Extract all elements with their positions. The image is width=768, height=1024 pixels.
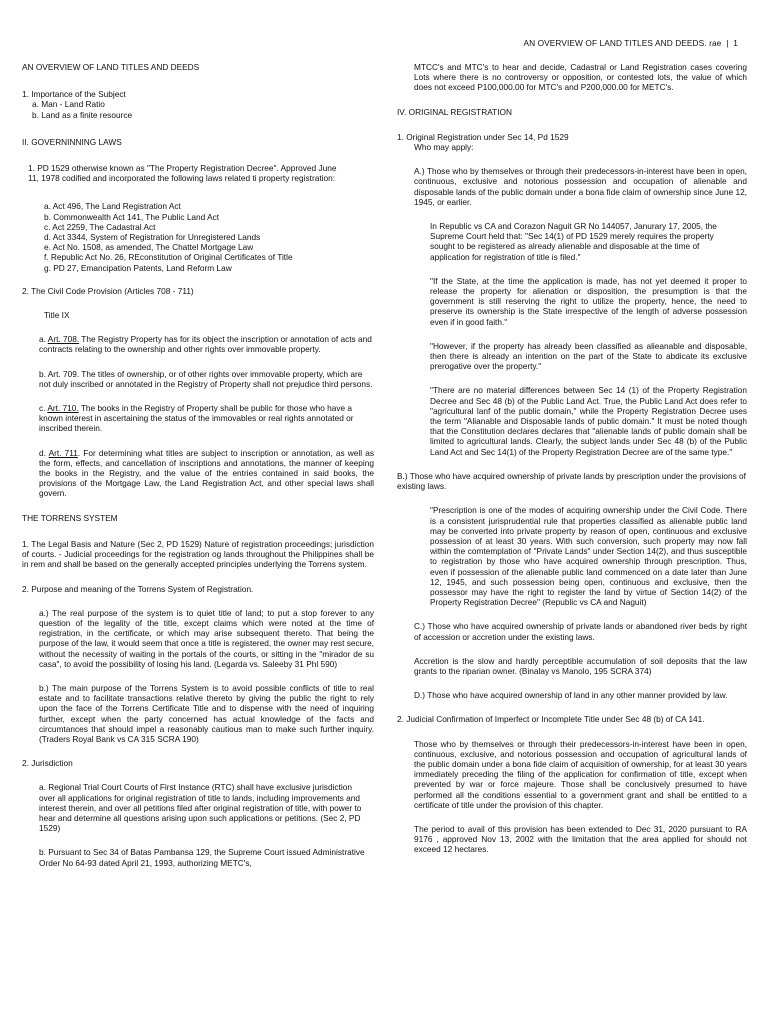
quote: "If the State, at the time the application is made, has not yet deemed it proper to release the property for alienation or disposition, the presumption is that the government is still reserving the right to utilize the property, hence, the need to preserve its ownership is the State irrespective of the length of adverse possession even if in good faith.": [430, 275, 747, 327]
list-item: b. Commonwealth Act 141, The Public Land Act: [44, 211, 220, 222]
list-item: b. Land as a finite resource: [32, 109, 133, 120]
section-heading: 2. Jurisdiction: [22, 758, 73, 769]
subheading: Title IX: [44, 310, 70, 321]
document-title: AN OVERVIEW OF LAND TITLES AND DEEDS: [22, 62, 200, 72]
quote: In Republic vs CA and Corazon Naguit GR No 144057, Janurary 17, 2005, the Supreme Court held that: "Sec 14(1) of PD 1529 merely requires the property sought to be registered as already alienable and disposable at the time of application for registration of title is filed.": [430, 221, 717, 262]
list-item: d. Act 3344, System of Registration for Unregistered Lands: [44, 232, 261, 243]
quote: "Prescription is one of the modes of acquiring ownership under the Civil Code. There is a consistent jurisprudential rule that properties classified as alienable public land may be converted into private property by reason of open, continuous and exclusive possession of at least 30 years. With such conversion, such property may now fall within the comtemplation of "Private Lands" under Section 14(2), and thus susceptible to registration by those who have acquired ownership through prescription. Thus, even if possession of the alienable public land commenced on a date later than June 12, 1945, and such possession being open, continuous and exclusive, then the possessor may have the right to register the land by virtue of Section 14(2) of the Property Registration Decree" (Republic vs CA and Naguit): [430, 505, 747, 608]
paragraph: Accretion is the slow and hardly perceptible accumulation of soil deposits that the law grants to the riparian owner. (Binalay vs Manolo, 195 SCRA 374): [414, 655, 747, 676]
article-text: The books in the Registry of Property shall be public for those who have a known interest in ascertaining the status of the immovables or real rights annotated or inscribed therein.: [39, 403, 354, 434]
list-marker: c.: [39, 403, 48, 414]
list-item: c. Act 2259, The Cadastral Act: [44, 221, 156, 232]
quote: "However, if the property has already been classified as alieanable and disposable, then there is already an intention on the part of the State to abdicate its exclusive prerogative over the property.": [430, 340, 747, 372]
article-text: The Registry Property has for its object the inscription or annotation of acts and contracts relating to the ownership and other rights over immovable property.: [39, 334, 372, 355]
section-heading: 2. Purpose and meaning of the Torrens System of Registration.: [22, 583, 254, 594]
paragraph: D.) Those who have acquired ownership of land in any other manner provided by law.: [414, 690, 728, 701]
list-item: e. Act No. 1508, as amended, The Chattel Mortgage Law: [44, 242, 254, 253]
subheading: 1. Original Registration under Sec 14, Pd 1529: [397, 131, 569, 142]
paragraph: 1. The Legal Basis and Nature (Sec 2, PD 1529) Nature of registration proceedings; jurisdiction of courts. - Judicial proceedings for the registration og lands throughout the Philippines shall be in rem and shall be based on the generally accepted principles underlying the Torrens system.: [22, 538, 374, 570]
article-ref: Art. 711: [48, 447, 78, 458]
header-separator: |: [726, 38, 729, 48]
section-importance: [22, 89, 374, 120]
page-header: [523, 38, 738, 48]
paragraph: 1. PD 1529 otherwise known as "The Property Registration Decree". Approved June 11, 1978 codified and incorporated the following laws related ti property registration:: [28, 163, 337, 184]
right-column: [397, 62, 747, 855]
paragraph: b. Pursuant to Sec 34 of Batas Pambansa 129, the Supreme Court issued Administrative Order No 64-93 dated April 21, 1993, authorizing METC's,: [39, 847, 365, 868]
subheading: Who may apply:: [414, 142, 474, 153]
article-711: [22, 448, 374, 499]
article-708: [22, 334, 374, 354]
paragraph: C.) Those who have acquired ownership of private lands or abandoned river beds by right of accession or accretion under the existing laws.: [414, 621, 747, 642]
left-column: [22, 62, 374, 868]
list-marker: a.: [39, 334, 48, 345]
section-heading: THE TORRENS SYSTEM: [22, 512, 118, 523]
paragraph: MTCC's and MTC's to hear and decide, Cadastral or Land Registration cases covering Lots where there is no controversy or opposition, or contested lots, the value of which does not exceed P100,000.00 for MTC's and P200,000.00 for METC's.: [414, 62, 747, 93]
list-item: g. PD 27, Emancipation Patents, Land Reform Law: [44, 262, 232, 273]
list-marker: d.: [39, 447, 49, 458]
laws-list: [22, 201, 374, 272]
section-heading: II. GOVERNINNING LAWS: [22, 136, 122, 147]
article-text: . For determining what titles are subject to inscription or annotation, as well as the form, effects, and cancellation of inscriptions and annotations, the manner of keeping the books in the Registry, and the value of the entries contained in said books, the provisions of the Mortgage Law, the Land Registration Act, and other special laws shall govern.: [39, 447, 374, 499]
section-heading: IV. ORIGINAL REGISTRATION: [397, 106, 512, 117]
page-number: 1: [733, 38, 738, 48]
section-heading: 1. Importance of the Subject: [22, 89, 126, 100]
paragraph: B.) Those who have acquired ownership of private lands by prescription under the provisions of existing laws.: [397, 470, 746, 492]
quote: "There are no material differences between Sec 14 (1) of the Property Registration Decree and Sec 48 (b) of the Public Land Act. True, the Public Land Act does refer to "agricultural lanf of the public domain," while the Property Registration Decree uses the term "Alianable and Disposable lands of public domain." It must be noted though that the Constitution declares declares that "alienable lands of public domain shall be limited to agricultural lands. Clearly, the subject lands under Sec 48 (b) of the Public Land Act and Sec 14(1) of the Property Registration Decree are of the same type.": [430, 385, 747, 457]
list-item: f. Republic Act No. 26, REconstitution of Original Certificates of Title: [44, 252, 293, 263]
section-heading: 2. The Civil Code Provision (Articles 708 - 711): [22, 285, 194, 296]
paragraph: a. Regional Trial Court Courts of First Instance (RTC) shall have exclusive jurisdiction over all applications for original registration of title to lands, including improvements and interest therein, and over all petitions filed after original registration of title, with power to hear and determine all questions arising upon such applications or petitions. (Sec 2, PD 1529): [39, 782, 362, 834]
paragraph: a.) The real purpose of the system is to quiet title of land; to put a stop forever to any question of the legality of the title, except claims which were noted at the time of registration, in the certificate, or which may arise subsequent thereto. That being the purpose of the law, it would seem that once a title is registered, the owner may rest secure, without the necessity of waiting in the portals of the courts, or sitting in the "mirador de su casa", to avoid the possibility of losing his land. (Legarda vs. Saleeby 31 Phl 590): [39, 607, 374, 669]
list-item: a. Act 496, The Land Registration Act: [44, 201, 181, 212]
header-title: AN OVERVIEW OF LAND TITLES AND DEEDS. rae: [523, 38, 722, 48]
paragraph: The period to avail of this provision has been extended to Dec 31, 2020 pursuant to RA 9176 , approved Nov 13, 2002 with the limitation that the area applied for should not exceed 12 hectares.: [414, 823, 747, 855]
list-item: a. Man - Land Ratio: [32, 99, 105, 110]
article-ref: Art. 708.: [47, 334, 80, 345]
paragraph: b.) The main purpose of the Torrens System is to avoid possible conflicts of title to real estate and to facilitate transactions relative thereto by giving the public the right to rely upon the face of the Torrens Certificate Title and to dispense with the need of inquiring further, except when the party concerned has actual knowledge of the facts and circumtances that should impel a reasonably cautious man to make such further inquiry. (Traders Royal Bank vs CA 315 SCRA 190): [39, 682, 374, 744]
article-709: b. Art. 709. The titles of ownership, or of other rights over immovable property, which are not duly inscribed or annotated in the Registry of Property shall not prejudice third persons.: [39, 368, 373, 389]
article-ref: Art. 710.: [47, 403, 79, 414]
paragraph: A.) Those who by themselves or through their predecessors-in-interest have been in open, continuous, exclusive and notorious possession and occupation of alienable and disposable lands of the public domain under a bona fide claim of ownership since June 12, 1945, or earlier.: [414, 166, 747, 207]
paragraph: Those who by themselves or through their predecessors-in-interest have been in open, continuous, exclusive, and notorious possession and occupation of agricultural lands of the public domain under a bona fide claim of acquisition of ownership, for at least 30 years immediately preceding the filing of the application for confirmation of title, except when prevented by war or force majeure. Those shall be conclusively presumed to have performed all the conditions essential to a government grant and shall be entitled to a certificate of title under the provision of this chapter.: [414, 738, 747, 810]
section-heading: 2. Judicial Confirmation of Imperfect or Incomplete Title under Sec 48 (b) of CA 141.: [397, 714, 705, 725]
article-710: [22, 403, 374, 434]
